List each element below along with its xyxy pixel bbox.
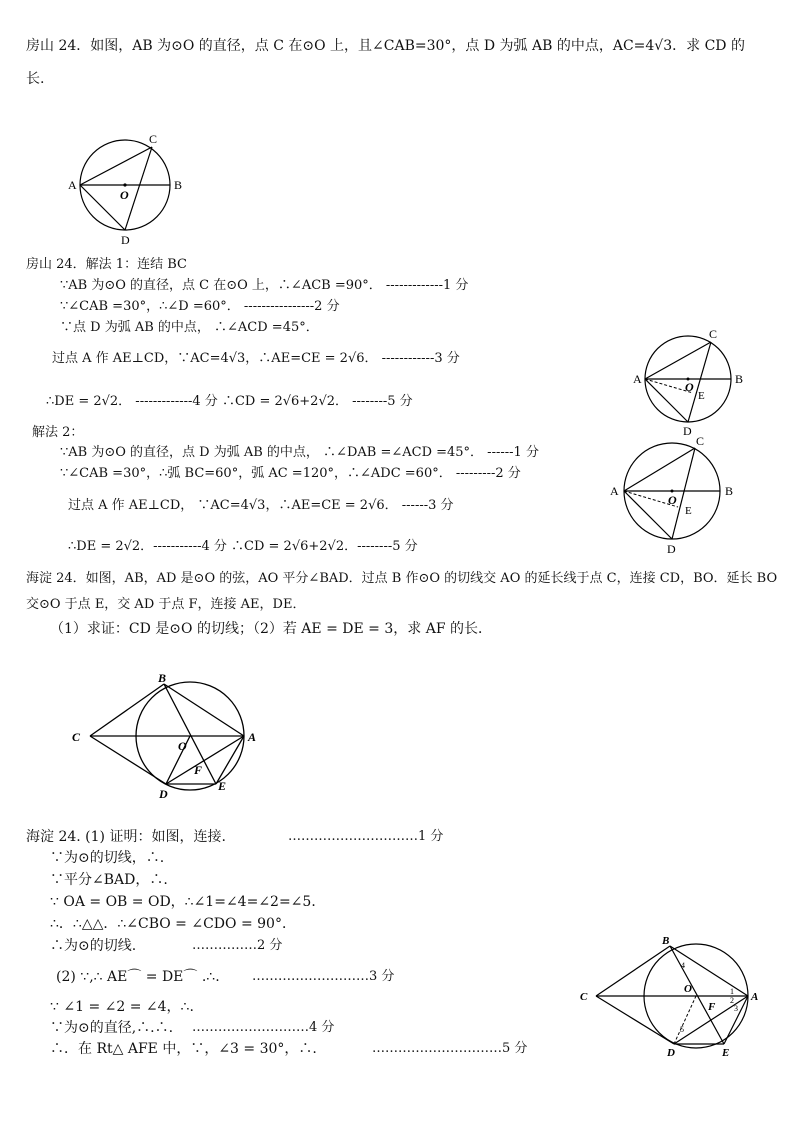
label-A: A bbox=[751, 991, 759, 1003]
label-B: B bbox=[174, 178, 183, 192]
label-B: B bbox=[735, 372, 744, 386]
label-F: F bbox=[194, 763, 203, 777]
solution-1-line: ∵点 D 为弧 AB 的中点， ∴∠ACD =45°． bbox=[60, 320, 319, 335]
solution-haidian-line: ∴．∴△△．∴∠CBO = ∠CDO = 90°． bbox=[50, 916, 296, 932]
solution-haidian-line: ∵ OA = OB = OD，∴∠1=∠4=∠2=∠5． bbox=[50, 894, 326, 910]
solution-1-line: ∴DE = 2√2． -------------4 分 ∴CD = 2√6+2√2． --------5 分 bbox=[46, 394, 413, 409]
label-O: O bbox=[668, 493, 677, 507]
figure-solution-1 bbox=[625, 325, 755, 440]
label-O: O bbox=[178, 739, 187, 753]
label-A: A bbox=[633, 372, 642, 386]
label-D: D bbox=[667, 1047, 675, 1059]
label-C: C bbox=[72, 730, 81, 744]
solution-1-line: ∵∠CAB =30°，∴∠D =60°． ----------------2 分 bbox=[60, 299, 340, 314]
solution-haidian-line: ∵为⊙的直径,∴.∴. bbox=[50, 1020, 174, 1036]
problem-fangshan-text: 房山 24．如图，AB 为⊙O 的直径，点 C 在⊙O 上，且∠CAB=30°，点 D 为弧 AB 的中点，AC=4√3．求 CD 的 bbox=[26, 38, 745, 54]
figure-haidian-solution bbox=[578, 932, 773, 1060]
label-A: A bbox=[610, 484, 619, 498]
solution-1-line: ∵AB 为⊙O 的直径，点 C 在⊙O 上，∴∠ACB =90°． -------------1 分 bbox=[60, 278, 469, 293]
label-O: O bbox=[120, 188, 129, 202]
label-B: B bbox=[725, 484, 734, 498]
label-B: B bbox=[158, 671, 167, 685]
label-F: F bbox=[708, 1001, 716, 1013]
solution-2-heading: 解法 2： bbox=[32, 425, 84, 440]
solution-haidian-line: ∴．在 Rt△ AFE 中，∵，∠3 = 30°，∴. bbox=[50, 1041, 317, 1057]
label-D: D bbox=[159, 787, 168, 801]
label-O: O bbox=[685, 380, 694, 394]
score-marker: …………………………1 分 bbox=[288, 829, 444, 844]
problem-haidian-questions: （1）求证：CD 是⊙O 的切线；（2）若 AE = DE = 3，求 AF 的长． bbox=[50, 621, 492, 637]
label-C: C bbox=[696, 434, 705, 448]
solution-2-line: 过点 A 作 AE⊥CD， ∵AC=4√3，∴AE=CE = 2√6． ------3 分 bbox=[68, 498, 454, 513]
solution-1-line: 过点 A 作 AE⊥CD，∵AC=4√3，∴AE=CE = 2√6． ------------3 分 bbox=[52, 351, 460, 366]
solution-2-line: ∴DE = 2√2．-----------4 分 ∴CD = 2√6+2√2．--------5 分 bbox=[68, 539, 418, 554]
score-marker: …………………………5 分 bbox=[372, 1041, 528, 1056]
label-D: D bbox=[683, 424, 692, 438]
solution-1-heading: 房山 24．解法 1：连结 BC bbox=[26, 257, 187, 272]
label-E: E bbox=[685, 505, 692, 517]
figure-solution-2 bbox=[605, 432, 755, 560]
label-E: E bbox=[218, 779, 227, 793]
problem-haidian-text-cont: 交⊙O 于点 E，交 AD 于点 F，连接 AE，DE． bbox=[26, 597, 306, 612]
solution-haidian-heading: 海淀 24. (1) 证明：如图，连接. bbox=[26, 829, 226, 845]
angle-label-1: 1 bbox=[730, 987, 734, 996]
solution-haidian-line: ∵ ∠1 = ∠2 = ∠4，∴. bbox=[50, 999, 194, 1015]
label-A: A bbox=[68, 178, 77, 192]
label-A: A bbox=[248, 730, 257, 744]
problem-fangshan-text-cont: 长. bbox=[26, 71, 45, 87]
problem-haidian-text: 海淀 24．如图，AB，AD 是⊙O 的弦，AO 平分∠BAD．过点 B 作⊙O 的切线交 AO 的延长线于点 C，连接 CD，BO．延长 BO bbox=[26, 571, 778, 586]
angle-label-4: 4 bbox=[681, 961, 685, 970]
angle-label-3: 3 bbox=[734, 1004, 738, 1013]
solution-haidian-line: ∵为⊙的切线，∴. bbox=[50, 850, 165, 866]
label-D: D bbox=[121, 233, 130, 247]
solution-haidian-line: ∵平分∠BAD，∴. bbox=[50, 872, 168, 888]
label-E: E bbox=[722, 1047, 730, 1059]
angle-label-2: 2 bbox=[730, 996, 734, 1005]
solution-2-line: ∵AB 为⊙O 的直径，点 D 为弧 AB 的中点， ∴∠DAB =∠ACD =45°． ------1 分 bbox=[60, 445, 539, 460]
label-O: O bbox=[684, 983, 692, 995]
label-D: D bbox=[667, 542, 676, 556]
solution-2-line: ∵∠CAB =30°，∴弧 BC=60°，弧 AC =120°，∴∠ADC =60°． ---------2 分 bbox=[60, 466, 521, 481]
solution-haidian-line: (2) ∵,∴ AE⌒ = DE⌒ .∴. bbox=[56, 969, 220, 985]
label-B: B bbox=[662, 935, 670, 947]
label-C: C bbox=[149, 132, 158, 146]
figure-fangshan-circle bbox=[62, 128, 192, 248]
score-marker: ………………………4 分 bbox=[192, 1020, 335, 1035]
label-C: C bbox=[709, 327, 718, 341]
score-marker: ……………2 分 bbox=[192, 938, 283, 953]
score-marker: ………………………3 分 bbox=[252, 969, 395, 984]
solution-haidian-line: ∴为⊙的切线. bbox=[50, 938, 137, 954]
label-C: C bbox=[580, 991, 588, 1003]
figure-haidian-tangent bbox=[66, 670, 266, 805]
label-E: E bbox=[698, 390, 705, 402]
angle-label-5: 5 bbox=[680, 1025, 684, 1034]
